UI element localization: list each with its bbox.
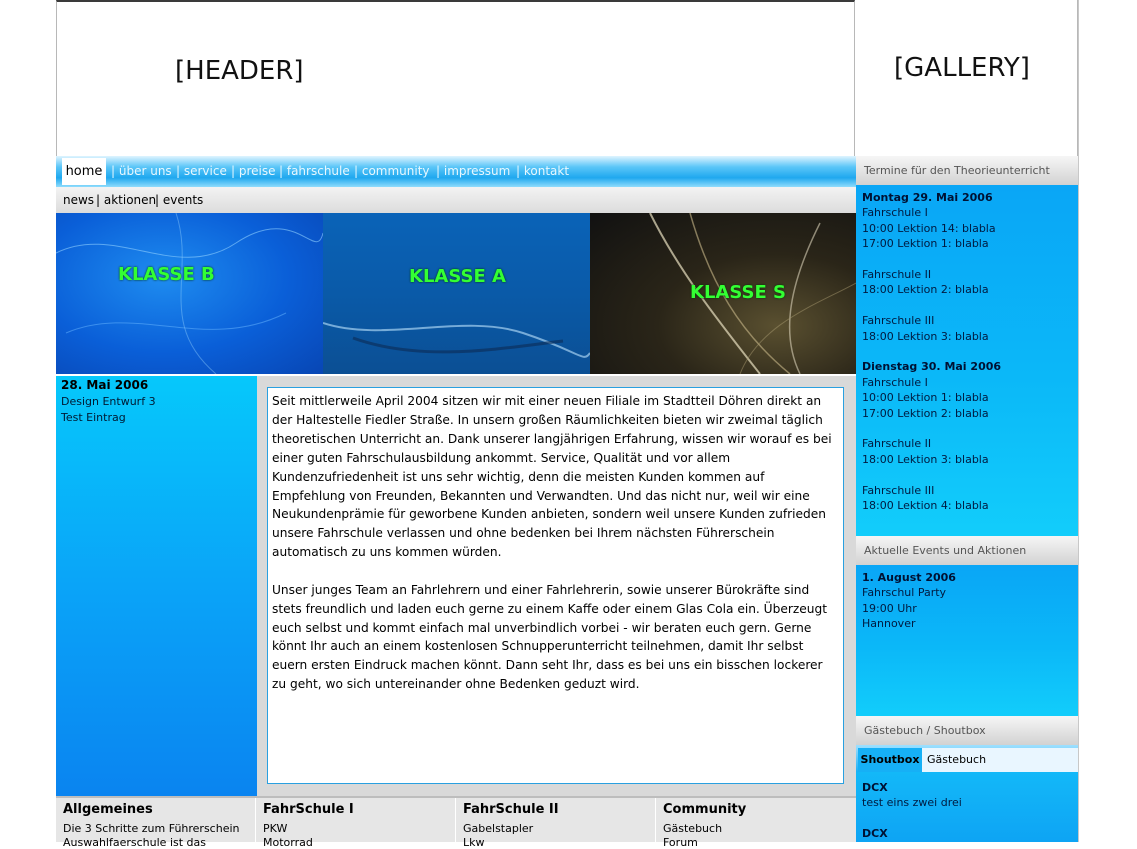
- nav-item-impressum[interactable]: | impressum: [436, 164, 511, 178]
- theorie-group: Fahrschule III: [862, 483, 935, 497]
- events-panel: [856, 565, 1078, 716]
- event-line: Fahrschul Party: [862, 586, 947, 600]
- news-column: [56, 376, 257, 796]
- event-line: Hannover: [862, 617, 916, 631]
- shout-author: DCX: [862, 781, 888, 794]
- subnav-item-aktionen[interactable]: | aktionen: [96, 193, 157, 207]
- nav-item-community[interactable]: | community: [354, 164, 430, 178]
- footer-heading: FahrSchule I: [263, 802, 354, 817]
- shoutbox-panel: [856, 772, 1078, 842]
- footer-link[interactable]: Gabelstapler: [463, 822, 534, 835]
- klasse-b-art: [56, 213, 323, 374]
- klasse-a-tile[interactable]: [323, 213, 590, 374]
- content-paragraph: Seit mittlerweile April 2004 sitzen wir mit einer neuen Filiale im Stadtteil Döhren direkt an der Haltestelle Fiedler Straße. In unsern großen Räumlichkeiten bieten wir zweimal täglich theoretischen Unterricht an. Dank unserer langjährigen Erfahrung, wissen wir worauf es bei einer guten Fahrschulausbildung ankommt. Service, Qualität und vor allem Kundenzufriedenheit ist uns sehr wichtig, denn die meisten Kunden kommen auf Empfehlung von Freunden, Bekannten und Verwandten. Und das nicht nur, weil wir eine Neukundenprämie für geworbene Kunden anbieten, sondern weil unsere Kunden zufrieden unsere Fahrschule verlassen und ohne bedenken bei Ihrem nächsten Führerschein automatisch zu uns kommen würden.: [272, 394, 832, 560]
- theorie-panel: [856, 185, 1078, 536]
- tab-shoutbox[interactable]: Shoutbox: [858, 748, 922, 772]
- theorie-group: Fahrschule I: [862, 375, 928, 389]
- klasse-a-art: [323, 213, 590, 374]
- content-paragraph: Unser junges Team an Fahrlehrern und einer Fahrlehrerin, sowie unserer Bürokräfte sind stets freundlich und laden euch gerne zu einem Kaffe oder einem Glas Cola ein. Überzeugt euch selbst und kommt einfach mal unverbindlich vorbei - wir beraten euch gern. Gerne könnt Ihr auch an einem kostenlosen Schnupperunterricht teilnehmen, damit Ihr selbst euern ersten Eindruck machen könnt. Dann seht Ihr, dass es bei uns ein bisschen lockerer zu geht, wo sich untereinander ohne Bedenken geduzt wird.: [272, 582, 827, 692]
- footer-heading: Allgemeines: [63, 802, 153, 817]
- subnav-item-news[interactable]: news: [63, 193, 95, 207]
- shout-text: test eins zwei drei: [862, 796, 962, 810]
- footer-link[interactable]: PKW: [263, 822, 288, 835]
- footer-col-allgemeines: [56, 798, 255, 849]
- event-line: 19:00 Uhr: [862, 601, 917, 615]
- theorie-lesson: 18:00 Lektion 2: blabla: [862, 283, 989, 297]
- header-label: [HEADER]: [175, 56, 304, 86]
- theorie-group: Fahrschule III: [862, 314, 935, 328]
- theorie-heading: Termine für den Theorieunterricht: [856, 156, 1078, 185]
- content-text-box: [267, 387, 844, 784]
- klasse-s-tile[interactable]: [590, 213, 856, 374]
- footer-links: [56, 796, 856, 849]
- footer-link[interactable]: Auswahlfaerschule ist das: [63, 836, 206, 849]
- theorie-lesson: 17:00 Lektion 2: blabla: [862, 406, 989, 420]
- theorie-day-date: Dienstag 30. Mai 2006: [862, 360, 1002, 374]
- news-entry[interactable]: Design Entwurf 3: [61, 395, 156, 408]
- theorie-lesson: 10:00 Lektion 1: blabla: [862, 391, 989, 405]
- nav-item-home[interactable]: home: [62, 158, 106, 185]
- theorie-group: Fahrschule I: [862, 206, 928, 220]
- footer-link[interactable]: Forum: [663, 836, 698, 849]
- footer-link[interactable]: Die 3 Schritte zum Führerschein: [63, 822, 240, 835]
- guestbook-heading: Gästebuch / Shoutbox: [856, 716, 1078, 745]
- theorie-group: Fahrschule II: [862, 268, 932, 282]
- shoutbox-tabs: [856, 745, 1078, 772]
- nav-item-service[interactable]: | service: [176, 164, 227, 178]
- nav-item-fahrschule[interactable]: | fahrschule: [279, 164, 350, 178]
- gallery-placeholder: [856, 0, 1078, 156]
- footer-col-fahrschule-2: [455, 798, 656, 849]
- footer-link[interactable]: Motorrad: [263, 836, 313, 849]
- subnav-item-events[interactable]: | events: [155, 193, 204, 207]
- tab-gaestebuch[interactable]: Gästebuch: [922, 748, 1078, 772]
- theorie-lesson: 18:00 Lektion 4: blabla: [862, 499, 989, 513]
- gallery-label: [GALLERY]: [894, 53, 1030, 83]
- sub-nav: [56, 187, 856, 213]
- news-entry[interactable]: Test Eintrag: [61, 411, 126, 424]
- nav-item-kontakt[interactable]: | kontakt: [516, 164, 570, 178]
- news-date: 28. Mai 2006: [61, 378, 149, 392]
- theorie-lesson: 18:00 Lektion 3: blabla: [862, 329, 989, 343]
- klasse-a-label: KLASSE A: [409, 266, 506, 287]
- theorie-group: Fahrschule II: [862, 437, 932, 451]
- main-nav: [56, 156, 856, 187]
- right-divider: [1078, 0, 1079, 842]
- header-placeholder: [56, 0, 855, 156]
- klasse-s-label: KLASSE S: [690, 282, 786, 303]
- shout-author: DCX: [862, 827, 888, 841]
- event-date: 1. August 2006: [862, 571, 956, 584]
- footer-heading: Community: [663, 802, 747, 817]
- footer-link[interactable]: Gästebuch: [663, 822, 723, 835]
- nav-item-preise[interactable]: | preise: [231, 164, 276, 178]
- events-heading: Aktuelle Events und Aktionen: [856, 536, 1078, 565]
- klasse-b-label: KLASSE B: [118, 264, 215, 285]
- footer-link[interactable]: Lkw: [463, 836, 485, 849]
- klasse-banner: [56, 213, 856, 374]
- nav-item-ueber-uns[interactable]: | über uns: [111, 164, 172, 178]
- theorie-lesson: 18:00 Lektion 3: blabla: [862, 452, 989, 466]
- content-frame: [257, 376, 856, 796]
- theorie-lesson: 17:00 Lektion 1: blabla: [862, 237, 989, 251]
- footer-col-fahrschule-1: [255, 798, 456, 849]
- klasse-b-tile[interactable]: [56, 213, 323, 374]
- theorie-lesson: 10:00 Lektion 14: blabla: [862, 221, 996, 235]
- footer-col-community: [655, 798, 857, 849]
- footer-heading: FahrSchule II: [463, 802, 559, 817]
- theorie-day-date: Montag 29. Mai 2006: [862, 191, 993, 204]
